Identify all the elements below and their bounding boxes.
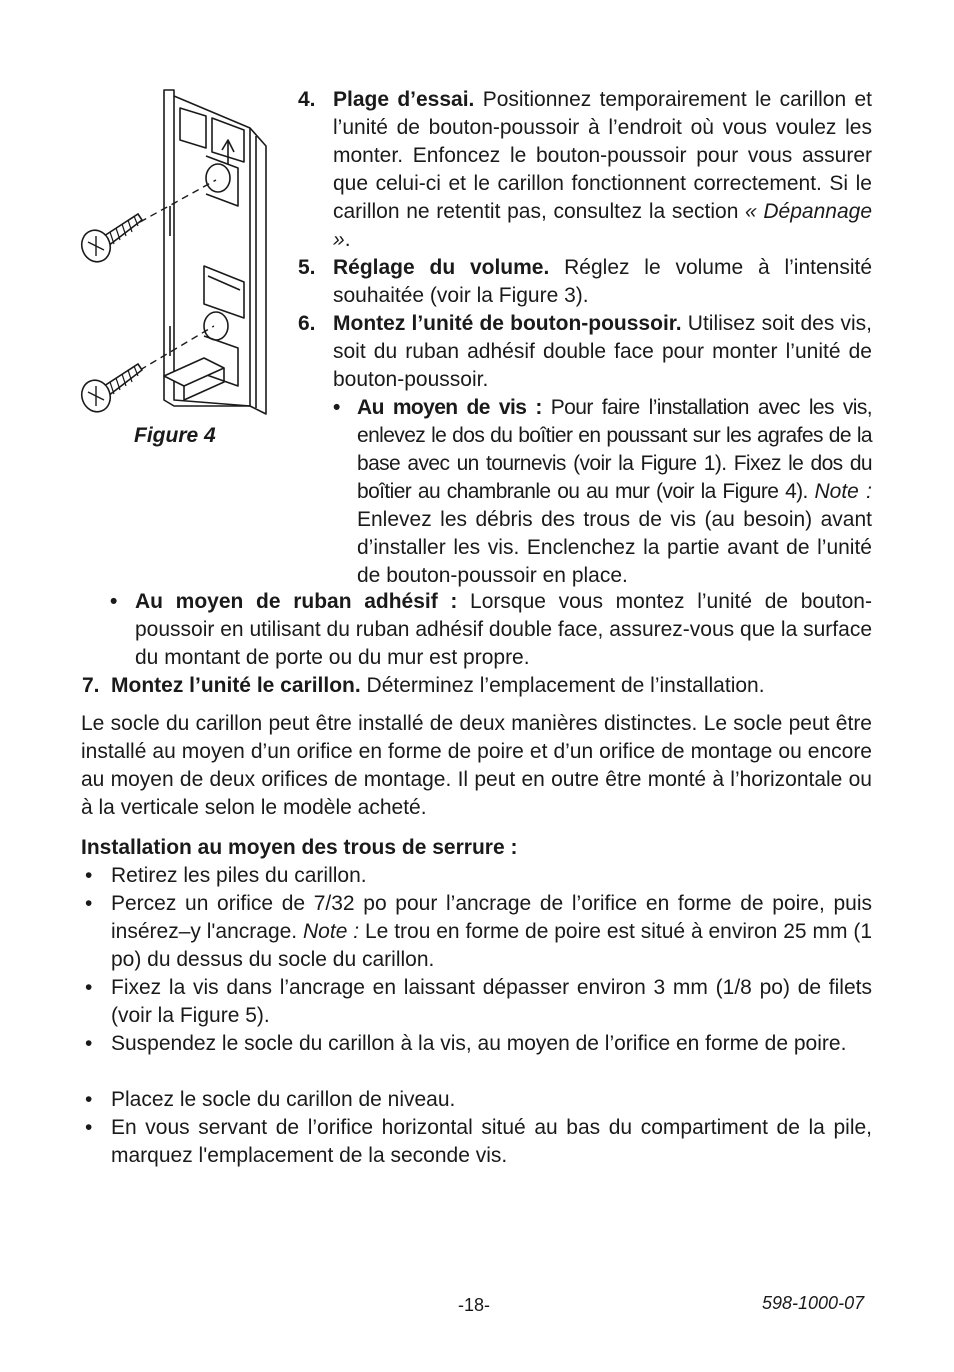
- step-7: [111, 672, 872, 700]
- step-6b-text: Lorsque vous montez l’unité de bouton-poussoir en utilisant du ruban adhésif double face, assurez-vous que la surface du montant de porte ou du mur est propre.: [135, 590, 872, 669]
- step-6a-bullet: •: [333, 396, 341, 419]
- step-4-text: Positionnez temporairement le carillon et l’unité de bouton-poussoir à l’endroit où vous voulez les monter. Enfoncez le bouton-poussoir pour vous assurer que celui-ci et le carillon fonctionnent correctement. Si le carillon ne retentit pas, consultez la section: [333, 88, 872, 223]
- keyhole-bullet-6: En vous servant de l’orifice horizontal situé au bas du compartiment de la pile, marquez l'emplacement de la seconde vis.: [111, 1116, 872, 1167]
- keyhole-bullet-2-text-2: Le trou en forme de poire est situé à environ 25 mm (1 po) du dessus du socle du carillon.: [111, 920, 872, 971]
- step-4-title: Plage d’essai.: [333, 88, 475, 111]
- keyhole-bullet-3: Fixez la vis dans l’ancrage en laissant dépasser environ 3 mm (1/8 po) de filets (voir la Figure 5).: [111, 976, 872, 1027]
- step-7-text: Déterminez l’emplacement de l’installation.: [360, 674, 765, 697]
- keyhole-bullet-2: [111, 890, 872, 974]
- figure-4-caption: Figure 4: [134, 424, 216, 447]
- keyhole-bullet-1: Retirez les piles du carillon.: [111, 864, 367, 887]
- keyhole-bullet-4-dot: •: [85, 1032, 93, 1055]
- step-6a-text: Pour faire l’installation avec les vis, enlevez le dos du boîtier en poussant sur les agrafes de la base avec un tournevis (voir la Figure 1). Fixez le dos du boîtier au chambranle ou au mur (voir la Figure 4).: [357, 396, 872, 503]
- step-7-number: 7.: [82, 674, 100, 697]
- keyhole-heading: Installation au moyen des trous de serrure :: [81, 836, 518, 859]
- step-5-text: Réglez le volume à l’intensité souhaitée (voir la Figure 3).: [333, 256, 873, 307]
- figure-4: [78, 86, 278, 416]
- step-6a-text-2: Enlevez les débris des trous de vis (au besoin) avant d’installer les vis. Enclenchez la partie avant de l’unité de bouton-poussoir en place.: [357, 508, 872, 587]
- step-4: [333, 86, 872, 254]
- document-code: 598-1000-07: [762, 1293, 865, 1313]
- page-number: -18-: [458, 1295, 491, 1315]
- step-5-title: Réglage du volume.: [333, 256, 550, 279]
- step-6-title: Montez l’unité de bouton-poussoir.: [333, 312, 682, 335]
- keyhole-bullet-1-dot: •: [85, 864, 93, 887]
- keyhole-bullet-2-dot: •: [85, 892, 93, 915]
- keyhole-bullet-6-dot: •: [85, 1116, 93, 1139]
- step-6: [333, 310, 872, 394]
- step-4-link: « Dépannage »: [333, 200, 872, 251]
- step-4-end: .: [344, 228, 351, 251]
- keyhole-bullet-2-text: Percez un orifice de 7/32 po pour l’ancrage de l’orifice en forme de poire, puis insérez–y l'ancrage.: [111, 892, 872, 943]
- keyhole-bullet-5: Placez le socle du carillon de niveau.: [111, 1088, 456, 1111]
- step-6a: [357, 394, 872, 590]
- keyhole-bullet-2-note: Note :: [303, 920, 360, 943]
- step-5: [333, 254, 872, 310]
- step-7-title: Montez l’unité le carillon.: [111, 674, 361, 697]
- step-6b: [135, 588, 872, 672]
- step-6b-title: Au moyen de ruban adhésif :: [135, 590, 458, 613]
- intro-paragraph: Le socle du carillon peut être installé de deux manières distinctes. Le socle peut être installé au moyen d’un orifice en forme de poire et d’un orifice de montage ou encore au moyen de deux orifices de montage. Il peut en outre être monté à l’horizontale ou à la verticale selon le modèle acheté.: [81, 712, 872, 819]
- step-4-number: 4.: [298, 88, 316, 111]
- step-6a-note: Note :: [814, 480, 873, 503]
- step-6-number: 6.: [298, 312, 316, 335]
- figure-4-illustration: [78, 86, 278, 416]
- step-6-text: Utilisez soit des vis, soit du ruban adhésif double face pour monter l’unité de bouton-poussoir.: [333, 312, 872, 391]
- step-5-number: 5.: [298, 256, 316, 279]
- keyhole-bullet-5-dot: •: [85, 1088, 93, 1111]
- keyhole-bullet-4: Suspendez le socle du carillon à la vis, au moyen de l’orifice en forme de poire.: [111, 1032, 847, 1055]
- keyhole-bullet-3-dot: •: [85, 976, 93, 999]
- step-6a-title: Au moyen de vis :: [357, 396, 542, 419]
- step-6b-bullet: •: [110, 590, 118, 613]
